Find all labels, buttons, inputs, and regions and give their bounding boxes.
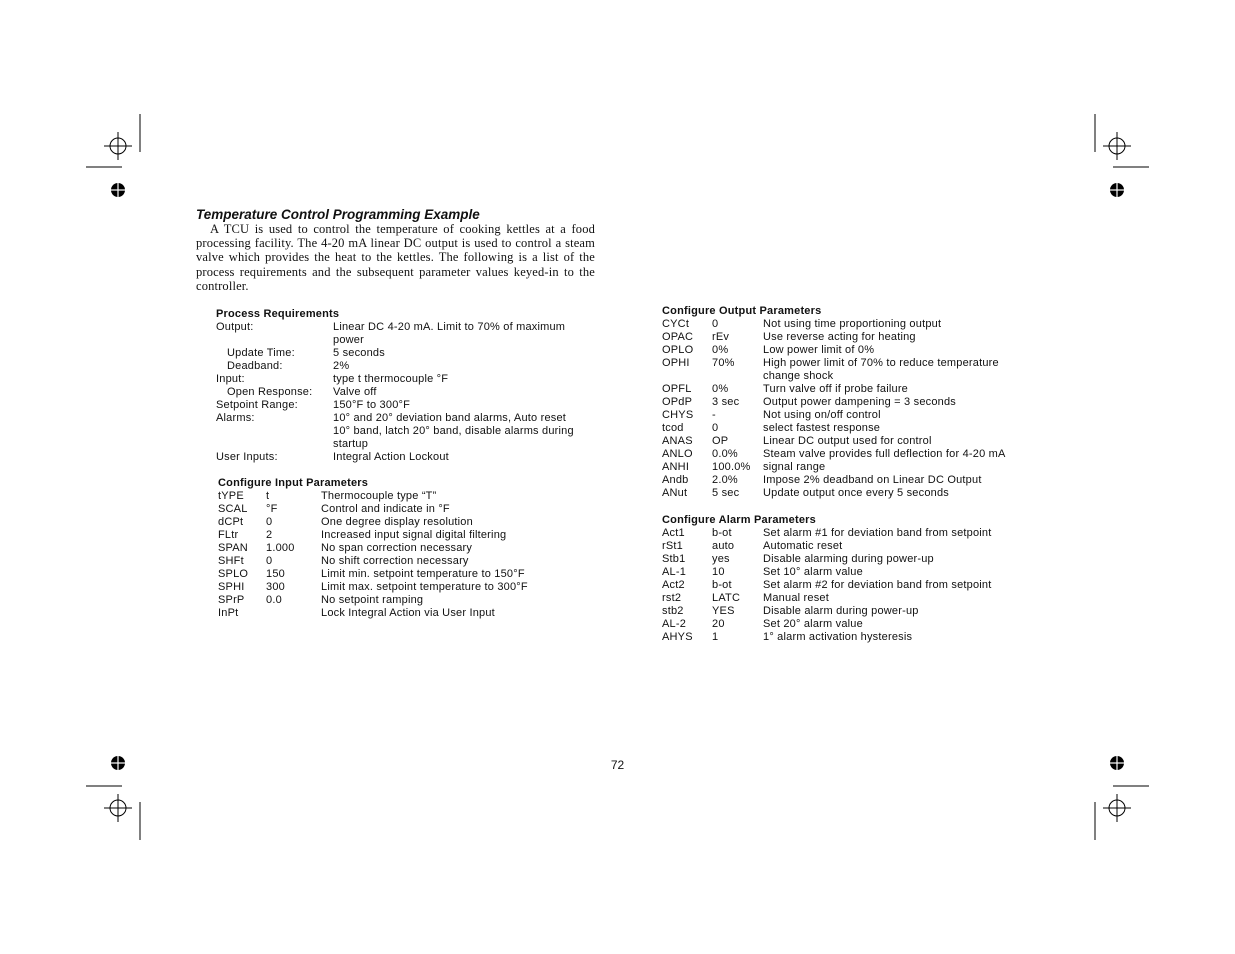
process-label: Alarms: <box>216 412 255 424</box>
output-param-desc: select fastest response <box>763 422 881 434</box>
output-param-code: ANLO <box>662 448 693 460</box>
output-param-desc: Not using time proportioning output <box>763 318 942 330</box>
output-param-desc: High power limit of 70% to reduce temperature <box>763 357 999 369</box>
alarm-params-table <box>662 527 992 644</box>
alarm-param-code: AL-2 <box>662 618 687 630</box>
input-param-row <box>218 555 528 568</box>
alarm-param-row <box>662 553 992 566</box>
output-param-value: 5 sec <box>712 487 740 499</box>
output-params-table <box>662 318 1006 500</box>
output-param-row <box>662 396 1006 409</box>
output-param-row <box>662 318 1006 331</box>
alarm-param-row <box>662 566 992 579</box>
input-param-desc: No span correction necessary <box>321 542 473 554</box>
output-param-code: ANAS <box>662 435 693 447</box>
output-param-code: ANHI <box>662 461 690 473</box>
input-param-code: dCPt <box>218 516 244 528</box>
output-param-row <box>662 344 1006 357</box>
output-params-heading: Configure Output Parameters <box>662 305 822 317</box>
process-label: Output: <box>216 321 254 333</box>
output-param-row <box>662 487 1006 500</box>
intro-text: A TCU is used to control the temperature of cooking kettles at a food processing facility. The 4-20 mA linear DC output is used to control a steam valve which provides the heat to the kettles. The following is a list of the process requirements and the subsequent parameter values keyed-in to the controller. <box>196 222 595 293</box>
output-param-row <box>662 383 1006 396</box>
process-row <box>216 360 574 373</box>
output-param-value: 70% <box>712 357 735 369</box>
output-param-value: 100.0% <box>712 461 751 473</box>
registration-disc-icon <box>1110 756 1124 770</box>
registration-disc-icon <box>111 756 125 770</box>
input-param-code: SPrP <box>218 594 245 606</box>
input-param-value: 2 <box>266 529 273 541</box>
input-param-desc: No setpoint ramping <box>321 594 424 606</box>
alarm-param-code: stb2 <box>662 605 684 617</box>
input-params-section <box>218 477 578 620</box>
process-row <box>216 334 574 347</box>
input-param-desc: Increased input signal digital filtering <box>321 529 507 541</box>
input-param-row <box>218 529 528 542</box>
output-param-row <box>662 474 1006 487</box>
input-param-desc: Thermocouple type “T” <box>321 490 437 502</box>
output-param-row <box>662 370 1006 383</box>
alarm-param-desc: Manual reset <box>763 592 829 604</box>
page-title: Temperature Control Programming Example <box>196 207 480 222</box>
alarm-params-heading: Configure Alarm Parameters <box>662 514 816 526</box>
alarm-param-row <box>662 592 992 605</box>
output-param-row <box>662 435 1006 448</box>
input-param-row <box>218 594 528 607</box>
alarm-param-value: 10 <box>712 566 725 578</box>
process-value: 5 seconds <box>333 347 385 359</box>
crosshair-icon <box>1103 794 1131 822</box>
output-param-code: OPAC <box>662 331 694 343</box>
alarm-param-row <box>662 605 992 618</box>
input-param-value <box>266 607 321 620</box>
process-row <box>216 386 574 399</box>
output-param-code: tcod <box>662 422 684 434</box>
alarm-param-value: 1 <box>712 631 719 643</box>
output-param-value: OP <box>712 435 729 447</box>
alarm-param-code: AHYS <box>662 631 693 643</box>
page-number: 72 <box>610 758 625 772</box>
alarm-param-desc: Disable alarming during power-up <box>763 553 934 565</box>
input-param-row <box>218 568 528 581</box>
input-param-row <box>218 581 528 594</box>
process-label: Setpoint Range: <box>216 399 298 411</box>
input-param-desc: Limit min. setpoint temperature to 150°F <box>321 568 525 580</box>
alarm-param-value: auto <box>712 540 735 552</box>
input-param-code: tYPE <box>218 490 244 502</box>
input-param-desc: Control and indicate in °F <box>321 503 450 515</box>
output-param-value <box>712 370 763 383</box>
input-param-code: SCAL <box>218 503 248 515</box>
process-requirements-table <box>216 321 574 464</box>
output-param-value: 0.0% <box>712 448 738 460</box>
process-row <box>216 425 574 438</box>
input-param-row <box>218 490 528 503</box>
alarm-param-desc: 1° alarm activation hysteresis <box>763 631 913 643</box>
output-param-value: 2.0% <box>712 474 738 486</box>
input-param-row <box>218 516 528 529</box>
process-label: Input: <box>216 373 245 385</box>
process-row <box>216 321 574 334</box>
process-value: Valve off <box>333 386 377 398</box>
input-param-value: t <box>266 490 270 502</box>
process-value: Linear DC 4-20 mA. Limit to 70% of maximum <box>333 321 566 333</box>
alarm-param-value: 20 <box>712 618 725 630</box>
output-param-row <box>662 409 1006 422</box>
input-param-value: 1.000 <box>266 542 295 554</box>
process-label: Open Response: <box>227 386 313 398</box>
input-param-code: InPt <box>218 607 239 619</box>
process-requirements-section <box>216 308 586 464</box>
process-label <box>216 438 333 451</box>
alarm-param-value: yes <box>712 553 730 565</box>
input-param-code: SPLO <box>218 568 249 580</box>
alarm-param-row <box>662 527 992 540</box>
output-param-row <box>662 461 1006 474</box>
output-param-code: OPFL <box>662 383 692 395</box>
alarm-param-row <box>662 579 992 592</box>
output-param-desc: Steam valve provides full deflection for 4-20 mA <box>763 448 1006 460</box>
process-value: startup <box>333 438 369 450</box>
crosshair-icon <box>1103 132 1131 160</box>
alarm-param-value: YES <box>712 605 735 617</box>
alarm-param-row <box>662 631 992 644</box>
process-row <box>216 373 574 386</box>
process-row <box>216 451 574 464</box>
output-param-code: ANut <box>662 487 688 499</box>
alarm-param-code: Stb1 <box>662 553 686 565</box>
output-params-section <box>662 305 1032 500</box>
output-param-code <box>662 370 712 383</box>
output-param-code: CHYS <box>662 409 694 421</box>
process-value: 150°F to 300°F <box>333 399 411 411</box>
input-param-row <box>218 542 528 555</box>
alarm-param-value: b-ot <box>712 579 732 591</box>
input-param-value: 0 <box>266 516 273 528</box>
process-requirements-heading: Process Requirements <box>216 308 340 320</box>
process-label <box>216 425 333 438</box>
crosshair-icon <box>104 132 132 160</box>
crosshair-icon <box>104 794 132 822</box>
output-param-desc: signal range <box>763 461 826 473</box>
input-param-value: °F <box>266 503 278 515</box>
alarm-params-section <box>662 514 1032 644</box>
alarm-param-desc: Set alarm #2 for deviation band from setpoint <box>763 579 992 591</box>
output-param-value: 0% <box>712 383 729 395</box>
alarm-param-desc: Set 20° alarm value <box>763 618 863 630</box>
process-row <box>216 438 574 451</box>
output-param-row <box>662 357 1006 370</box>
input-param-desc: Lock Integral Action via User Input <box>321 607 495 619</box>
input-param-code: FLtr <box>218 529 239 541</box>
process-value: power <box>333 334 364 346</box>
registration-disc-icon <box>111 183 125 197</box>
output-param-row <box>662 448 1006 461</box>
input-param-desc: No shift correction necessary <box>321 555 469 567</box>
input-param-code: SPAN <box>218 542 248 554</box>
input-param-value: 150 <box>266 568 285 580</box>
output-param-desc: Use reverse acting for heating <box>763 331 916 343</box>
intro-paragraph <box>196 222 595 293</box>
output-param-desc: Low power limit of 0% <box>763 344 875 356</box>
output-param-value: - <box>712 409 716 421</box>
alarm-param-code: Act2 <box>662 579 685 591</box>
alarm-param-row <box>662 618 992 631</box>
output-param-desc: Output power dampening = 3 seconds <box>763 396 957 408</box>
alarm-param-desc: Set alarm #1 for deviation band from setpoint <box>763 527 992 539</box>
process-label: User Inputs: <box>216 451 278 463</box>
output-param-value: rEv <box>712 331 730 343</box>
input-param-row <box>218 607 528 620</box>
output-param-code: Andb <box>662 474 689 486</box>
process-label: Update Time: <box>227 347 295 359</box>
output-param-desc: Turn valve off if probe failure <box>763 383 908 395</box>
alarm-param-desc: Automatic reset <box>763 540 843 552</box>
process-value: 10° band, latch 20° band, disable alarms during <box>333 425 574 437</box>
process-label: Deadband: <box>227 360 283 372</box>
input-param-value: 0.0 <box>266 594 282 606</box>
output-param-code: OPHI <box>662 357 690 369</box>
output-param-desc: Update output once every 5 seconds <box>763 487 949 499</box>
output-param-desc: Linear DC output used for control <box>763 435 932 447</box>
input-param-code: SHFt <box>218 555 244 567</box>
process-label <box>216 334 333 347</box>
output-param-value: 3 sec <box>712 396 740 408</box>
output-param-value: 0% <box>712 344 729 356</box>
alarm-param-row <box>662 540 992 553</box>
output-param-row <box>662 422 1006 435</box>
output-param-code: OPLO <box>662 344 694 356</box>
process-value: 2% <box>333 360 350 372</box>
alarm-param-code: rSt1 <box>662 540 683 552</box>
registration-disc-icon <box>1110 183 1124 197</box>
input-param-code: SPHI <box>218 581 245 593</box>
process-row <box>216 347 574 360</box>
input-param-row <box>218 503 528 516</box>
output-param-desc: Impose 2% deadband on Linear DC Output <box>763 474 982 486</box>
output-param-value: 0 <box>712 422 719 434</box>
input-param-value: 300 <box>266 581 285 593</box>
input-params-heading: Configure Input Parameters <box>218 477 369 489</box>
process-row <box>216 399 574 412</box>
alarm-param-code: Act1 <box>662 527 685 539</box>
output-param-code: OPdP <box>662 396 693 408</box>
alarm-param-code: rst2 <box>662 592 682 604</box>
process-value: type t thermocouple °F <box>333 373 449 385</box>
input-params-table <box>218 490 528 620</box>
output-param-desc: change shock <box>763 370 834 382</box>
alarm-param-value: b-ot <box>712 527 732 539</box>
process-value: 10° and 20° deviation band alarms, Auto reset <box>333 412 567 424</box>
output-param-desc: Not using on/off control <box>763 409 881 421</box>
alarm-param-value: LATC <box>712 592 741 604</box>
input-param-desc: One degree display resolution <box>321 516 473 528</box>
input-param-value: 0 <box>266 555 273 567</box>
alarm-param-desc: Set 10° alarm value <box>763 566 863 578</box>
output-param-code: CYCt <box>662 318 690 330</box>
alarm-param-desc: Disable alarm during power-up <box>763 605 919 617</box>
alarm-param-code: AL-1 <box>662 566 687 578</box>
output-param-row <box>662 331 1006 344</box>
output-param-value: 0 <box>712 318 719 330</box>
process-row <box>216 412 574 425</box>
process-value: Integral Action Lockout <box>333 451 449 463</box>
input-param-desc: Limit max. setpoint temperature to 300°F <box>321 581 528 593</box>
